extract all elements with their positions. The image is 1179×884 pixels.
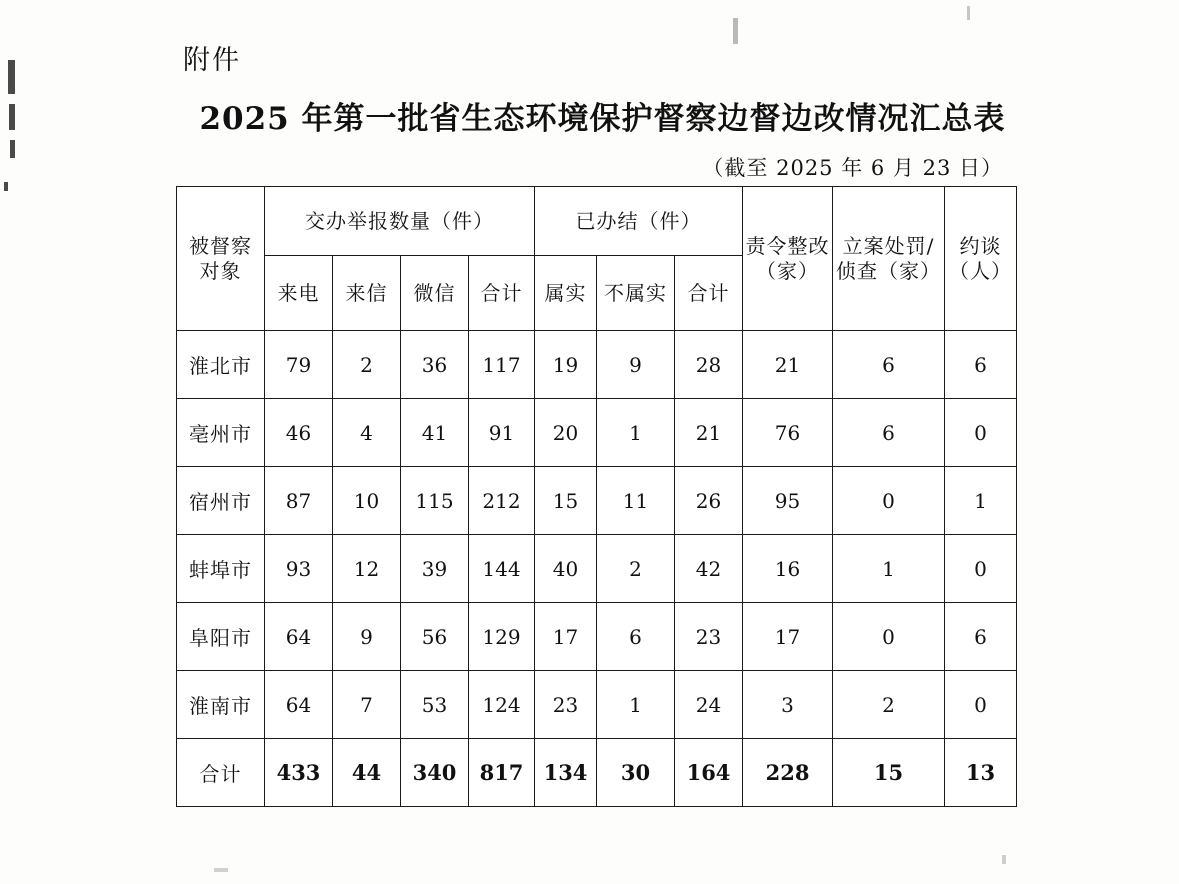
as-of-date: （截至 2025 年 6 月 23 日） — [702, 156, 1003, 180]
cell-false-case: 9 — [597, 331, 675, 399]
cell-true-case: 20 — [535, 399, 597, 467]
cell-object: 蚌埠市 — [177, 535, 265, 603]
cell-letter: 9 — [333, 603, 401, 671]
cell-interview: 13 — [945, 739, 1017, 807]
cell-interview: 6 — [945, 331, 1017, 399]
cell-subtotal: 117 — [469, 331, 535, 399]
cell-false-case: 2 — [597, 535, 675, 603]
cell-rectify: 3 — [743, 671, 833, 739]
cell-letter: 2 — [333, 331, 401, 399]
cell-wechat: 340 — [401, 739, 469, 807]
table-header-row-1 — [177, 187, 1017, 256]
cell-penalty: 15 — [833, 739, 945, 807]
table-row — [177, 467, 1017, 535]
header-interview — [945, 187, 1017, 331]
table-total-row — [177, 739, 1017, 807]
header-object-line1: 被督察 — [189, 234, 252, 259]
scan-artifact-icon — [967, 6, 970, 20]
table-row — [177, 671, 1017, 739]
cell-object: 阜阳市 — [177, 603, 265, 671]
cell-penalty: 0 — [833, 467, 945, 535]
cell-letter: 7 — [333, 671, 401, 739]
cell-false-case: 1 — [597, 399, 675, 467]
cell-interview: 0 — [945, 671, 1017, 739]
cell-subtotal: 212 — [469, 467, 535, 535]
cell-true-case: 40 — [535, 535, 597, 603]
cell-penalty: 6 — [833, 331, 945, 399]
cell-subtotal: 124 — [469, 671, 535, 739]
header-penalty-line1: 立案处罚/ — [842, 234, 935, 259]
cell-subtotal: 144 — [469, 535, 535, 603]
page-title: 2025 年第一批省生态环境保护督察边督边改情况汇总表 — [199, 101, 1006, 137]
cell-wechat: 115 — [401, 467, 469, 535]
cell-subtotal: 129 — [469, 603, 535, 671]
cell-wechat: 36 — [401, 331, 469, 399]
cell-closed-total: 21 — [675, 399, 743, 467]
header-rectify-line2: （家） — [756, 258, 820, 283]
cell-closed-total: 26 — [675, 467, 743, 535]
header-rectify — [743, 187, 833, 331]
cell-letter: 4 — [333, 399, 401, 467]
cell-call: 79 — [265, 331, 333, 399]
cell-object: 淮北市 — [177, 331, 265, 399]
header-reports-group: 交办举报数量（件） — [265, 187, 535, 256]
cell-subtotal: 91 — [469, 399, 535, 467]
cell-wechat: 39 — [401, 535, 469, 603]
cell-wechat: 53 — [401, 671, 469, 739]
scan-artifact-icon — [8, 60, 15, 94]
cell-letter: 12 — [333, 535, 401, 603]
cell-rectify: 95 — [743, 467, 833, 535]
cell-rectify: 76 — [743, 399, 833, 467]
header-wechat: 微信 — [401, 256, 469, 331]
header-penalty-line2: 侦查（家） — [836, 258, 942, 283]
cell-object: 合计 — [177, 739, 265, 807]
cell-true-case: 23 — [535, 671, 597, 739]
cell-closed-total: 28 — [675, 331, 743, 399]
header-interview-line2: （人） — [949, 258, 1013, 283]
header-rectify-line1: 责令整改 — [745, 234, 830, 259]
scan-artifact-icon — [10, 140, 15, 158]
cell-rectify: 17 — [743, 603, 833, 671]
cell-closed-total: 164 — [675, 739, 743, 807]
header-object — [177, 187, 265, 331]
header-interview-line1: 约谈 — [959, 234, 1002, 259]
header-penalty — [833, 187, 945, 331]
cell-object: 宿州市 — [177, 467, 265, 535]
cell-false-case: 11 — [597, 467, 675, 535]
table-row — [177, 603, 1017, 671]
cell-true-case: 17 — [535, 603, 597, 671]
header-call: 来电 — [265, 256, 333, 331]
scan-artifact-icon — [214, 868, 228, 872]
cell-wechat: 41 — [401, 399, 469, 467]
scan-artifact-icon — [733, 18, 738, 44]
header-letter: 来信 — [333, 256, 401, 331]
cell-object: 亳州市 — [177, 399, 265, 467]
cell-interview: 1 — [945, 467, 1017, 535]
cell-object: 淮南市 — [177, 671, 265, 739]
table-row — [177, 399, 1017, 467]
cell-rectify: 228 — [743, 739, 833, 807]
cell-penalty: 2 — [833, 671, 945, 739]
scan-artifact-icon — [4, 182, 8, 191]
cell-true-case: 134 — [535, 739, 597, 807]
cell-letter: 10 — [333, 467, 401, 535]
cell-closed-total: 24 — [675, 671, 743, 739]
cell-call: 433 — [265, 739, 333, 807]
cell-call: 87 — [265, 467, 333, 535]
cell-penalty: 1 — [833, 535, 945, 603]
table-body — [177, 331, 1017, 807]
header-subtotal: 合计 — [469, 256, 535, 331]
cell-interview: 0 — [945, 535, 1017, 603]
header-closed-group: 已办结（件） — [535, 187, 743, 256]
attachment-label: 附件 — [183, 45, 241, 76]
header-false-case: 不属实 — [597, 256, 675, 331]
cell-interview: 0 — [945, 399, 1017, 467]
cell-call: 64 — [265, 671, 333, 739]
scan-artifact-icon — [1002, 855, 1006, 864]
table-row — [177, 535, 1017, 603]
cell-penalty: 0 — [833, 603, 945, 671]
header-object-line2: 对象 — [199, 258, 242, 283]
cell-interview: 6 — [945, 603, 1017, 671]
cell-rectify: 16 — [743, 535, 833, 603]
cell-closed-total: 23 — [675, 603, 743, 671]
cell-true-case: 15 — [535, 467, 597, 535]
summary-table — [176, 186, 1017, 807]
cell-letter: 44 — [333, 739, 401, 807]
cell-subtotal: 817 — [469, 739, 535, 807]
table-row — [177, 331, 1017, 399]
cell-call: 46 — [265, 399, 333, 467]
cell-true-case: 19 — [535, 331, 597, 399]
header-true-case: 属实 — [535, 256, 597, 331]
cell-false-case: 1 — [597, 671, 675, 739]
cell-call: 93 — [265, 535, 333, 603]
cell-false-case: 6 — [597, 603, 675, 671]
header-closed-total: 合计 — [675, 256, 743, 331]
cell-call: 64 — [265, 603, 333, 671]
cell-penalty: 6 — [833, 399, 945, 467]
cell-closed-total: 42 — [675, 535, 743, 603]
cell-wechat: 56 — [401, 603, 469, 671]
cell-false-case: 30 — [597, 739, 675, 807]
cell-rectify: 21 — [743, 331, 833, 399]
